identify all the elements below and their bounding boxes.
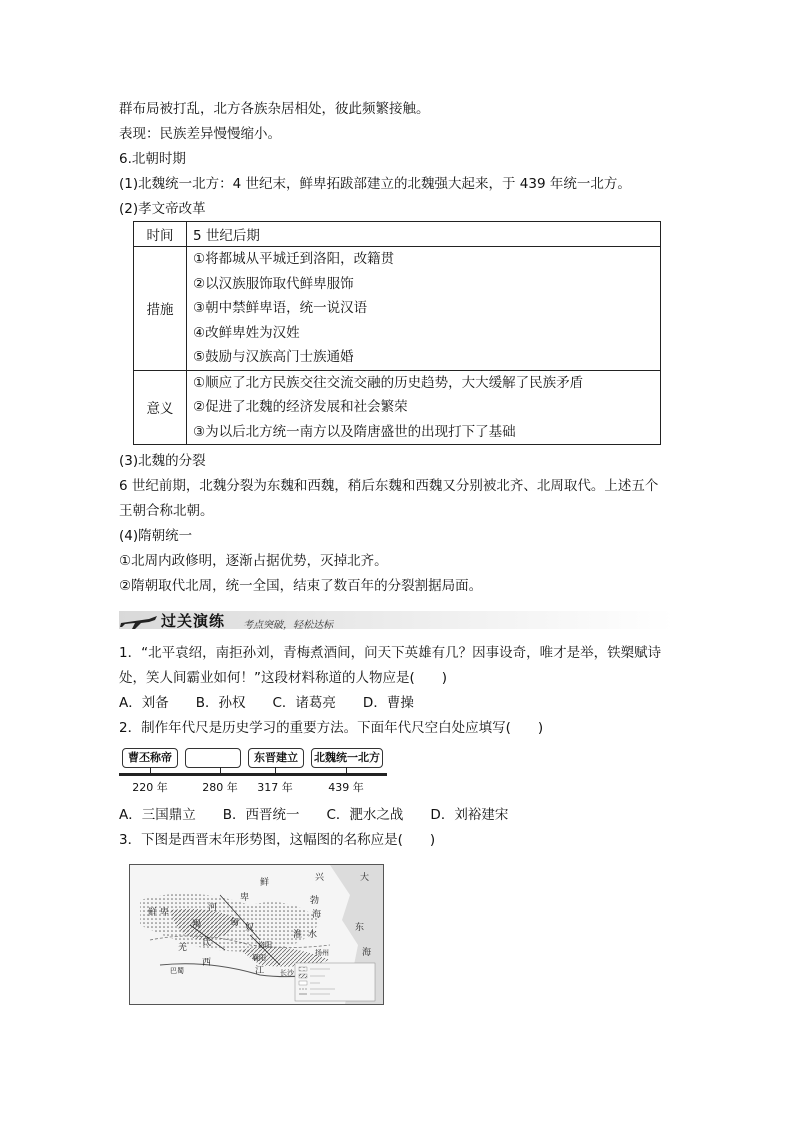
map-drawing (130, 865, 383, 1004)
text-line: 群布局被打乱，北方各族杂居相处，彼此频繁接触。 (119, 101, 430, 117)
map-label: 襄阳 (252, 954, 266, 962)
text-line: 6 世纪前期，北魏分裂为东魏和西魏，稍后东魏和西魏又分别被北齐、北周取代。上述五个 (119, 478, 659, 494)
timeline-year: 317 年 (257, 781, 293, 794)
significance-item: ①顺应了北方民族交往交流交融的历史趋势，大大缓解了民族矛盾 (193, 374, 584, 391)
question-2-options: A．三国鼎立 B．西晋统一 C．淝水之战 D．刘裕建宋 (119, 807, 509, 823)
western-jin-map (129, 864, 384, 1005)
significance-item: ③为以后北方统一南方以及隋唐盛世的出现打下了基础 (193, 423, 516, 440)
timeline-tick (275, 767, 276, 775)
map-label: 勃 (310, 896, 320, 906)
map-label: 水 (308, 930, 318, 940)
timeline-box: 北魏统一北方 (311, 748, 383, 768)
map-label: 鲜 (260, 878, 270, 888)
map-label: 海 (312, 910, 322, 920)
question-1-options: A．刘备 B．孙权 C．诸葛亮 D．曹操 (119, 695, 414, 711)
map-label: 奴 (245, 923, 255, 933)
map-label: 洛阳 (258, 941, 272, 949)
practice-banner (119, 607, 674, 631)
map-label: 羯 (192, 920, 202, 930)
plane-icon (119, 609, 159, 631)
map-label: 长沙 (280, 969, 294, 977)
measure-item: ④改鲜卑姓为汉姓 (193, 324, 300, 341)
question-3: 3．下图是西晋末年形势图，这幅图的名称应是( ) (119, 832, 436, 848)
map-label: 河 (208, 903, 218, 913)
timeline-year: 439 年 (328, 781, 364, 794)
map-label: 海 (362, 948, 372, 958)
map-label: 巴蜀 (170, 967, 184, 975)
map-label: 淮 (293, 930, 303, 940)
timeline-year: 280 年 (202, 781, 238, 794)
measures-label: 措施 (134, 247, 187, 371)
significance-label: 意义 (134, 370, 187, 445)
text-line: 表现：民族差异慢慢缩小。 (119, 126, 281, 142)
question-1: 1．“北平袁绍，南拒孙刘，青梅煮酒间，问天下英雄有几？因事设奇，唯才是举，铁槊赋诗 (119, 645, 662, 661)
map-label: 江 (255, 966, 265, 976)
measures-cell (187, 247, 661, 371)
time-label: 时间 (134, 222, 187, 247)
map-label: 东 (355, 923, 365, 933)
time-value: 5 世纪后期 (187, 222, 661, 247)
map-label: 鲜 卑 (148, 908, 169, 918)
banner-subtitle: 考点突破，轻松达标 (243, 620, 333, 631)
map-label: 大 (360, 873, 370, 883)
timeline-tick (220, 767, 221, 775)
sub-heading: (2)孝文帝改革 (119, 201, 206, 217)
timeline-ruler (119, 745, 389, 795)
timeline-year: 220 年 (132, 781, 168, 794)
map-label: 西 (202, 958, 212, 968)
measure-item: ⑤鼓励与汉族高门士族通婚 (193, 349, 354, 365)
measure-item: ②以汉族服饰取代鲜卑服饰 (193, 275, 354, 292)
reform-table (133, 221, 661, 445)
map-label: 兴 (315, 873, 325, 883)
timeline-tick (346, 767, 347, 775)
text-line: ②隋朝取代北周，统一全国，结束了数百年的分裂割据局面。 (119, 578, 483, 594)
sub-heading: (4)隋朝统一 (119, 528, 193, 544)
sub-heading: (3)北魏的分裂 (119, 453, 206, 469)
measure-item: ①将都城从平城迁到洛阳，改籍贯 (193, 251, 395, 267)
section-heading: 6.北朝时期 (119, 151, 186, 167)
measure-item: ③朝中禁鲜卑语，统一说汉语 (193, 300, 368, 316)
significance-cell (187, 370, 661, 445)
text-line: (1)北魏统一北方：4 世纪末，鲜卑拓跋部建立的北魏强大起来，于 439 年统一北方。 (119, 176, 631, 192)
map-label: 氐 (202, 938, 212, 948)
map-label: 卑 (240, 893, 250, 903)
question-2: 2．制作年代尺是历史学习的重要方法。下面年代尺空白处应填写( ) (119, 720, 544, 736)
map-label: 羌 (178, 943, 188, 953)
text-line: ①北周内政修明，逐渐占据优势，灭掉北齐。 (119, 553, 388, 569)
map-label: 匈 (230, 918, 240, 928)
timeline-tick (150, 767, 151, 775)
text-line: 王朝合称北朝。 (119, 503, 214, 519)
significance-item: ②促进了北魏的经济发展和社会繁荣 (193, 399, 408, 415)
question-1-cont: 处，笑人间霸业如何！”这段材料称道的人物应是( ) (119, 670, 448, 686)
timeline-box: 曹丕称帝 (122, 748, 178, 768)
timeline-box: 东晋建立 (248, 748, 304, 768)
banner-title: 过关演练 (161, 612, 226, 630)
map-label: 扬州 (315, 949, 329, 957)
timeline-box-blank (185, 748, 241, 768)
